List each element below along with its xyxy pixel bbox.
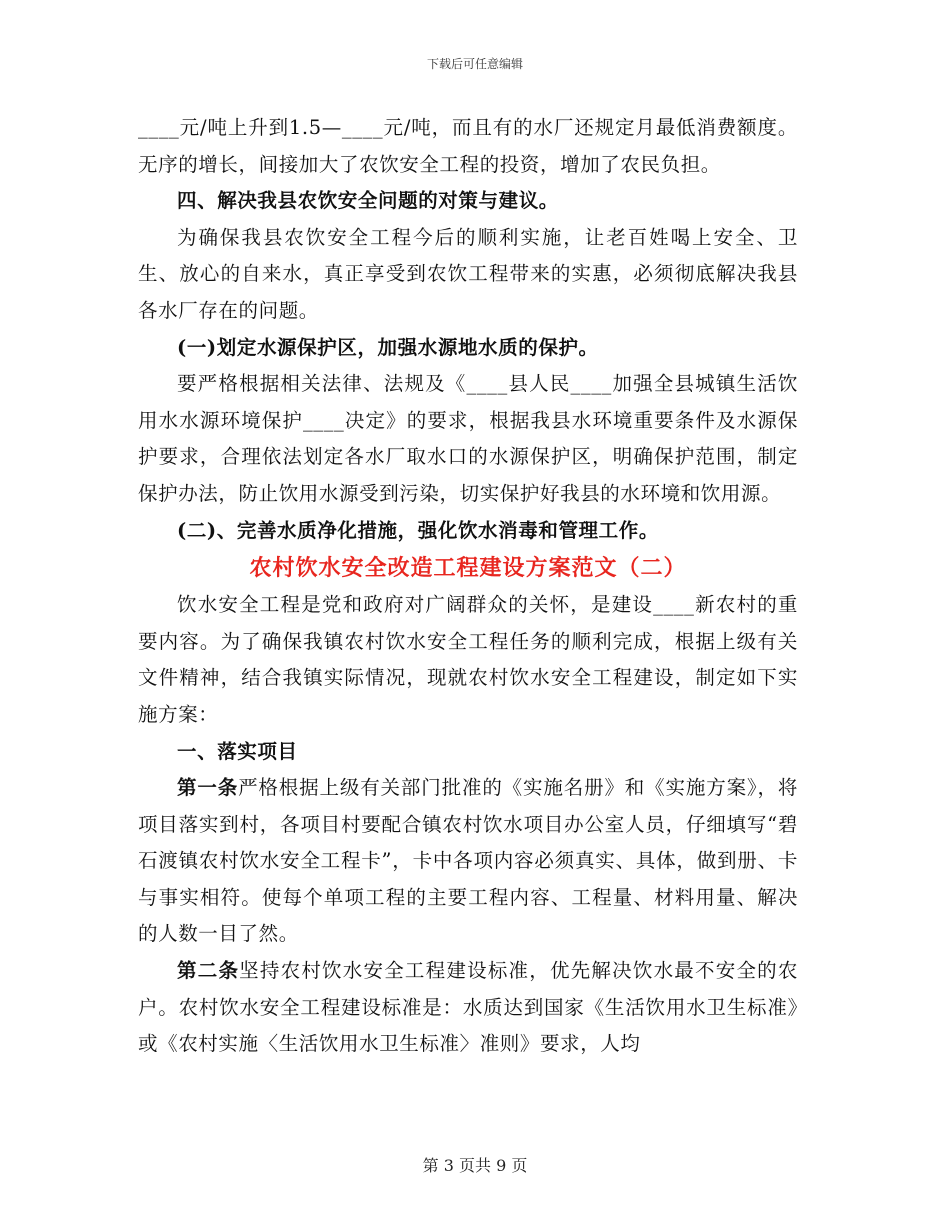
paragraph-intro: 饮水安全工程是党和政府对广阔群众的关怀，是建设____新农村的重要内容。为了确保我镇农村饮水安全工程任务的顺利完成，根据上级有关文件精神，结合我镇实际情况，现就农村饮水安全工程建设，制定如下实施方案： — [138, 593, 798, 726]
section-heading-implement-projects: 一、落实项目 — [177, 739, 298, 763]
article-one-label: 第一条 — [177, 776, 239, 800]
page-header-note: 下载后可任意编辑 — [426, 57, 523, 71]
page-number-footer: 第 3 页共 9 页 — [422, 1156, 528, 1175]
article-one-text: 严格根据上级有关部门批准的《实施名册》和《实施方案》，将项目落实到村，各项目村要配合镇农村饮水项目办公室人员，仔细填写“碧石渡镇农村饮水安全工程卡”，卡中各项内容必须真实、具体，做到册、卡与事实相符。使每个单项工程的主要工程内容、工程量、材料用量、解决的人数一目了然。 — [138, 776, 798, 946]
article-one — [138, 770, 798, 953]
article-two-text: 坚持农村饮水安全工程建设标准，优先解决饮水最不安全的农户。农村饮水安全工程建设标准是：水质达到国家《生活饮用水卫生标准》或《农村实施〈生活饮用水卫生标准〉准则》要求，人均 — [138, 959, 798, 1056]
paragraph-water-price: ____元/吨上升到1.5—____元/吨，而且有的水厂还规定月最低消费额度。无序的增长，间接加大了农饮安全工程的投资，增加了农民负担。 — [138, 116, 798, 176]
article-two — [138, 953, 798, 1063]
section-heading-countermeasures: 四、解决我县农饮安全问题的对策与建议。 — [177, 189, 559, 213]
document-title: 农村饮水安全改造工程建设方案范文（二） — [249, 555, 687, 582]
paragraph-protection-requirements: 要严格根据相关法律、法规及《____县人民____加强全县城镇生活饮用水水源环境保护____决定》的要求，根据我县水环境重要条件及水源保护要求，合理依法划定各水厂取水口的水源保护区，明确保护范围，制定保护办法，防止饮用水源受到污染，切实保护好我县的水环境和饮用源。 — [138, 372, 798, 505]
paragraph-ensure-safety: 为确保我县农饮安全工程今后的顺利实施，让老百姓喝上安全、卫生、放心的自来水，真正享受到农饮工程带来的实惠，必须彻底解决我县各水厂存在的问题。 — [138, 225, 798, 322]
subheading-water-purification: (二)、完善水质净化措施，强化饮水消毒和管理工作。 — [177, 518, 659, 542]
article-two-label: 第二条 — [177, 959, 240, 983]
subheading-water-source-protection: (一)划定水源保护区，加强水源地水质的保护。 — [177, 335, 599, 359]
document-body — [138, 110, 798, 1063]
